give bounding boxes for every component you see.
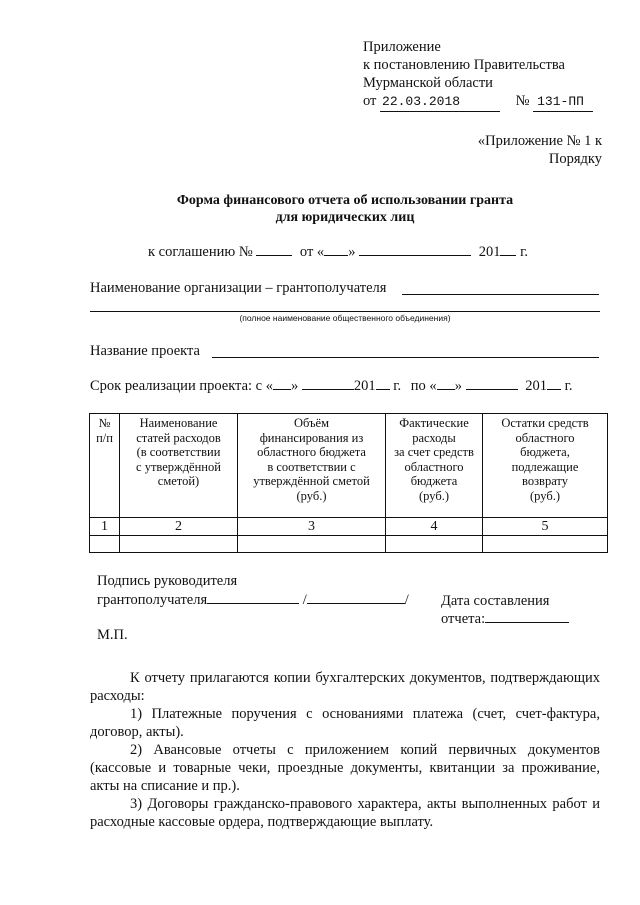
period-end-day-blank[interactable] <box>437 389 455 390</box>
agreement-year-suffix: г. <box>520 244 528 260</box>
agreement-line <box>148 243 528 261</box>
period-start-g: г. <box>393 378 402 394</box>
report-date-line <box>441 610 569 628</box>
attachments-intro: К отчету прилагаются копии бухгалтерских документов, подтверждающих расходы: <box>90 670 600 704</box>
period-end-year: 201 <box>525 378 547 394</box>
organization-hint: (полное наименование общественного объединения) <box>239 313 451 323</box>
period-line <box>90 377 573 395</box>
stamp-place: М.П. <box>97 627 128 643</box>
table-column-number-row <box>90 518 608 536</box>
attachment-item-3: 3) Договоры гражданско-правового характера, акты выполненных работ и расходные кассовые ордера, подтверждающие выплату. <box>90 796 600 830</box>
period-label: Срок реализации проекта: с « <box>90 378 273 394</box>
agreement-close-quote: » <box>348 244 356 260</box>
expense-report-table <box>89 413 608 553</box>
organization-field-line-1[interactable] <box>402 294 599 295</box>
appendix-ref-line-1: «Приложение № 1 к <box>477 133 602 149</box>
table-header-row <box>90 414 608 518</box>
agreement-year: 201 <box>478 244 501 260</box>
table-cell[interactable] <box>120 536 238 553</box>
table-cell[interactable] <box>386 536 483 553</box>
table-cell[interactable] <box>483 536 608 553</box>
period-end-month-blank[interactable] <box>466 389 518 390</box>
signature-line <box>97 591 409 609</box>
table-cell[interactable] <box>90 536 120 553</box>
period-to: по « <box>410 378 437 394</box>
agreement-day-blank[interactable] <box>324 255 348 256</box>
organization-field-line-2[interactable] <box>90 311 600 312</box>
header-actual-expenses: Фактические расходы за счет средств областного бюджета (руб.) <box>386 414 483 518</box>
period-start-year: 201 <box>353 378 376 394</box>
header-planned-funding: Объём финансирования из областного бюджета в соответствии с утверждённой сметой (руб.) <box>238 414 386 518</box>
appendix-ref-line-2: Порядку <box>548 151 602 167</box>
table-cell[interactable] <box>238 536 386 553</box>
organization-label: Наименование организации – грантополучателя <box>90 280 387 296</box>
report-date-label-2: отчета: <box>441 611 486 627</box>
signature-label-line-2: грантополучателя <box>97 592 208 608</box>
period-end-close-quote: » <box>454 378 462 394</box>
signature-name-field[interactable] <box>307 603 405 604</box>
project-name-field[interactable] <box>212 357 599 358</box>
header-number: № п/п <box>90 414 120 518</box>
signature-field[interactable] <box>207 603 299 604</box>
project-label: Название проекта <box>90 343 200 359</box>
period-start-year-blank[interactable] <box>376 389 390 390</box>
header-expense-items: Наименование статей расходов (в соответствии с утверждённой сметой) <box>120 414 238 518</box>
column-number: 1 <box>90 518 120 536</box>
signature-slash-2: / <box>404 592 409 608</box>
report-date-label-1: Дата составления <box>441 593 550 609</box>
agreement-prefix: к соглашению № <box>148 244 253 260</box>
period-end-g: г. <box>564 378 573 394</box>
attachment-item-1: 1) Платежные поручения с основаниями платежа (счет, счет-фактура, договор, акты). <box>90 706 600 740</box>
agreement-month-blank[interactable] <box>359 255 471 256</box>
column-number: 4 <box>386 518 483 536</box>
agreement-number-blank[interactable] <box>256 255 292 256</box>
appendix-line-2: к постановлению Правительства <box>363 57 565 73</box>
signature-label-line-1: Подпись руководителя <box>97 573 238 589</box>
table-row <box>90 536 608 553</box>
column-number: 5 <box>483 518 608 536</box>
column-number: 2 <box>120 518 238 536</box>
document-date: 22.03.2018 <box>380 93 500 112</box>
agreement-from: от « <box>299 244 325 260</box>
header-remaining-funds: Остатки средств областного бюджета, подлежащие возврату (руб.) <box>483 414 608 518</box>
document-number: 131-ПП <box>533 93 593 112</box>
report-date-field[interactable] <box>485 622 569 623</box>
form-title-line-1: Форма финансового отчета об использовании гранта <box>176 193 514 208</box>
date-prefix: от <box>363 93 377 109</box>
period-start-day-blank[interactable] <box>273 389 291 390</box>
period-end-year-blank[interactable] <box>547 389 561 390</box>
agreement-year-blank[interactable] <box>500 255 516 256</box>
appendix-date-line <box>363 92 593 112</box>
signature-slash-1: / <box>302 592 307 608</box>
column-number: 3 <box>238 518 386 536</box>
number-prefix: № <box>515 93 530 109</box>
period-start-month-blank[interactable] <box>302 389 354 390</box>
form-title-line-2: для юридических лиц <box>275 210 415 225</box>
appendix-line-3: Мурманской области <box>363 75 493 91</box>
appendix-line-1: Приложение <box>363 39 441 55</box>
period-close-quote: » <box>290 378 299 394</box>
attachment-item-2: 2) Авансовые отчеты с приложением копий первичных документов (кассовые и товарные чеки, проездные документы, квитанции за проживание, акты на списание и пр.). <box>90 742 600 794</box>
